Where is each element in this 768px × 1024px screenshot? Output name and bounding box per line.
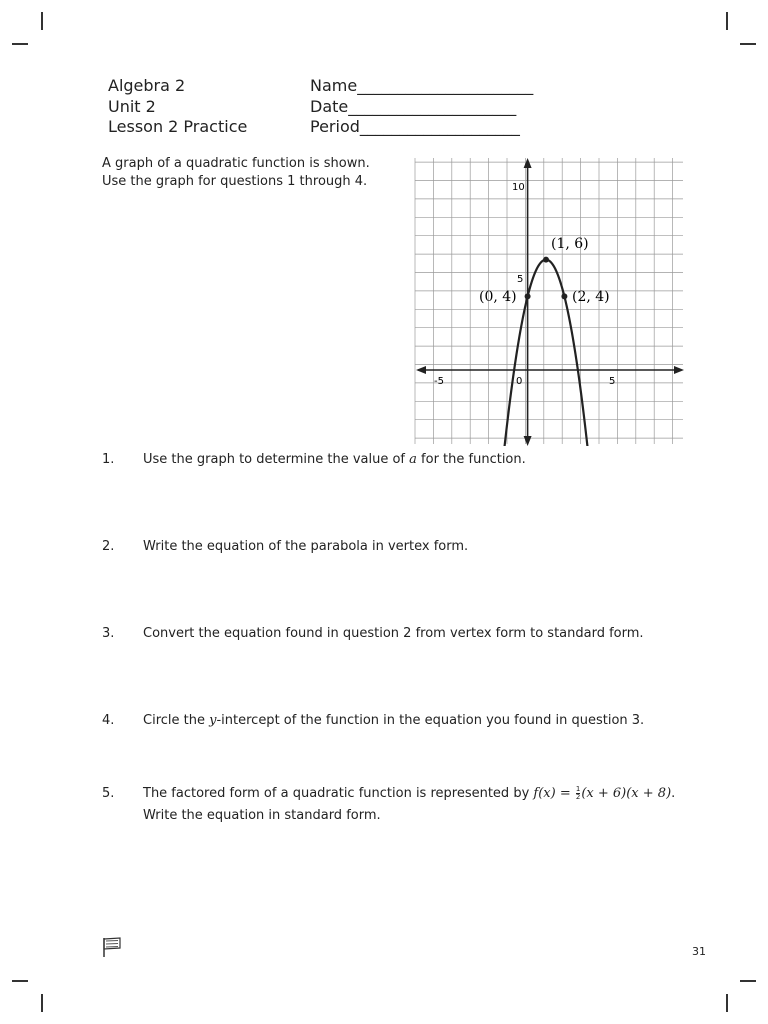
crop-mark xyxy=(726,994,728,1012)
question-text: Write the equation of the parabola in vertex form. xyxy=(143,539,469,554)
x-axis-arrow-left xyxy=(416,366,426,374)
question-number: 3. xyxy=(102,626,115,641)
date-field[interactable]: Date_____________________ xyxy=(310,96,517,116)
point-y-intercept xyxy=(525,293,531,299)
question-number: 4. xyxy=(102,713,115,728)
tick-label-y10: 10 xyxy=(512,182,525,193)
point-label-vertex: (1, 6) xyxy=(551,236,589,252)
crop-mark xyxy=(12,980,28,982)
question-text: Convert the equation found in question 2 from vertex form to standard form. xyxy=(143,626,644,641)
crop-mark xyxy=(41,12,43,30)
grid-lines xyxy=(415,158,683,444)
point-symmetric xyxy=(561,293,567,299)
period-field[interactable]: Period____________________ xyxy=(310,117,520,136)
crop-mark xyxy=(726,12,728,30)
tick-label-y5: 5 xyxy=(517,274,524,285)
quadratic-graph xyxy=(412,156,688,446)
x-axis-arrow-right xyxy=(674,366,684,374)
unit-title: Unit 2 xyxy=(108,96,156,116)
page-number: 31 xyxy=(692,945,706,958)
intro-line: A graph of a quadratic function is shown. xyxy=(102,156,370,171)
point-label-y-intercept: (0, 4) xyxy=(479,289,517,305)
point-vertex xyxy=(543,257,549,263)
lesson-title: Lesson 2 Practice xyxy=(108,117,248,136)
crop-mark xyxy=(12,43,28,45)
fraction-one-half: $\frac{1}{2}$ xyxy=(575,785,581,801)
intro-line: Use the graph for questions 1 through 4. xyxy=(102,174,368,189)
intro-text xyxy=(102,155,370,191)
y-axis-arrow-top xyxy=(524,158,532,168)
question-number: 5. xyxy=(102,786,115,801)
tick-label-x-neg5: -5 xyxy=(434,376,444,387)
parabola-curve xyxy=(504,260,589,446)
flag-icon xyxy=(102,936,122,958)
name-field[interactable]: Name______________________ xyxy=(310,76,534,95)
question-number: 1. xyxy=(102,452,115,467)
question-text: Circle the y-intercept of the function in the equation you found in question 3. xyxy=(143,713,645,728)
crop-mark xyxy=(740,43,756,45)
question-text: The factored form of a quadratic function is represented by f(x) = $\frac{1}{2}$ (x + 6)(x + 8). xyxy=(143,785,676,801)
worksheet-header xyxy=(108,76,533,138)
question-text: Use the graph to determine the value of a for the function. xyxy=(143,452,526,467)
tick-label-x5: 5 xyxy=(609,376,616,387)
crop-mark xyxy=(740,980,756,982)
question-text-line2: Write the equation in standard form. xyxy=(143,808,381,823)
course-title: Algebra 2 xyxy=(108,76,186,95)
crop-mark xyxy=(41,994,43,1012)
y-axis-arrow-bottom xyxy=(524,436,532,446)
graph-svg xyxy=(412,156,688,446)
point-label-symmetric: (2, 4) xyxy=(572,289,610,305)
question-number: 2. xyxy=(102,539,115,554)
tick-label-x0: 0 xyxy=(516,376,523,387)
